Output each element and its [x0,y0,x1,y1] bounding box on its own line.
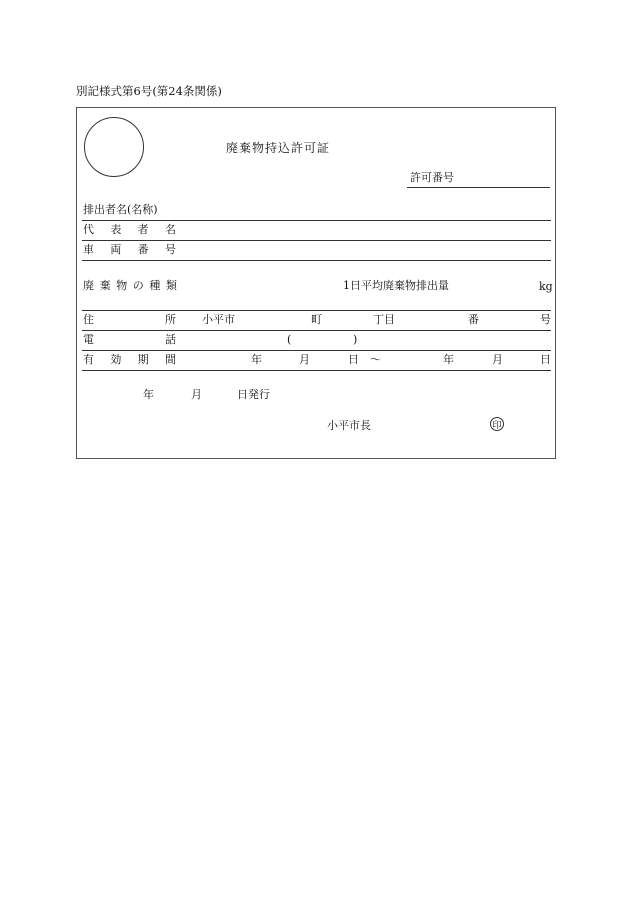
address-label: 住 所 [83,313,176,326]
row-line-vehicle [82,260,551,261]
row-line-representative [82,240,551,241]
issue-year: 年 [143,388,154,401]
permit-form [76,107,556,459]
permit-number-label: 許可番号 [410,171,454,184]
validity-day-to: 日 [540,353,551,366]
phone-paren-open: ( [287,333,292,346]
validity-month-from: 月 [299,353,310,366]
validity-day-from: 日 [348,353,359,366]
address-chome: 丁目 [373,313,395,326]
row-line-validity [82,370,551,371]
issue-month: 月 [191,388,202,401]
representative-label: 代 表 者 名 [83,223,176,236]
issue-day: 日発行 [237,388,270,401]
phone-paren-close: ) [353,333,358,346]
address-ban: 番 [468,313,479,326]
row-line-address [82,330,551,331]
phone-label: 電 話 [83,333,176,346]
stamp-circle [84,117,144,177]
discharger-name-label: 排出者名(名称) [83,203,158,216]
permit-number-line [407,187,550,188]
validity-year-to: 年 [443,353,454,366]
validity-label: 有 効 期 間 [83,353,176,366]
row-line-phone [82,350,551,351]
address-town: 町 [311,313,322,326]
validity-year-from: 年 [251,353,262,366]
vehicle-number-label: 車 両 番 号 [83,243,176,256]
address-city: 小平市 [202,313,235,326]
validity-tilde: ～ [370,353,381,366]
issuer-label: 小平市長 [327,419,371,432]
daily-average-label: 1日平均廃棄物排出量 [343,279,449,292]
address-go: 号 [540,313,551,326]
form-style-note: 別記様式第6号(第24条関係) [76,84,222,98]
validity-month-to: 月 [492,353,503,366]
unit-kg: kg [539,280,553,293]
form-title: 廃棄物持込許可証 [226,141,331,155]
row-line-waste [82,310,551,311]
seal-mark-icon: 印 [490,417,504,431]
row-line-discharger [82,220,551,221]
waste-type-label: 廃 棄 物 の 種 類 [83,279,177,292]
